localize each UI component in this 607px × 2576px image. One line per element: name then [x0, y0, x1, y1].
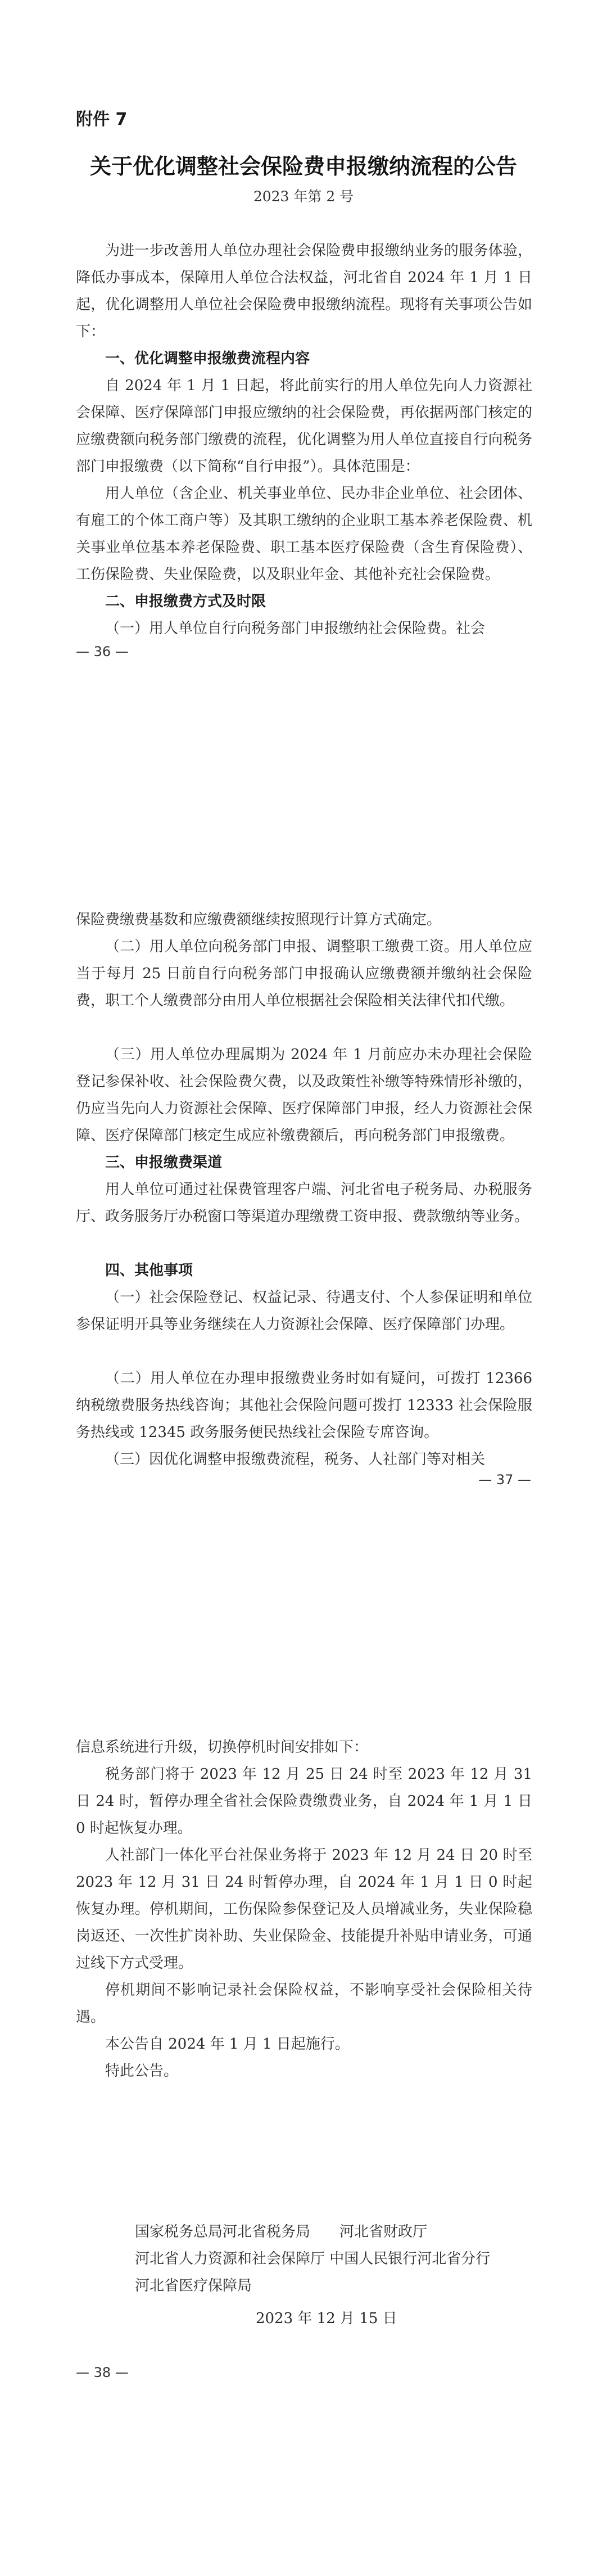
signature-date: 2023 年 12 月 15 日	[256, 2310, 397, 2327]
page-title: 关于优化调整社会保险费申报缴纳流程的公告	[89, 153, 517, 179]
page-number: — 38 —	[76, 2365, 129, 2380]
paragraph: （二）用人单位向税务部门申报、调整职工缴费工资。用人单位应当于每月 25 日前自行向税务部门申报确认应缴费额并缴纳社会保险费，职工个人缴费部分由用人单位根据社会保险相关法律代扣代缴。	[76, 938, 532, 1009]
signature-line: 河北省医疗保障局	[135, 2277, 252, 2294]
page-number: — 37 —	[478, 1472, 531, 1488]
section-heading-1: 一、优化调整申报缴费流程内容	[105, 350, 310, 367]
paragraph: （一）社会保险登记、权益记录、待遇支付、个人参保证明和单位参保证明开具等业务继续在人力资源社会保障、医疗保障部门办理。	[76, 1289, 532, 1333]
paragraph: （二）用人单位在办理申报缴费业务时如有疑问，可拨打 12366 纳税缴费服务热线咨询；其他社会保险问题可拨打 12333 社会保险服务热线或 12345 政务服务便民热线社会保险专席咨询。	[76, 1370, 532, 1441]
paragraph: 保险费缴费基数和应缴费额继续按照现行计算方式确定。	[76, 911, 442, 928]
page-number: — 36 —	[76, 644, 129, 659]
paragraph: 本公告自 2024 年 1 月 1 日起施行。	[105, 2036, 350, 2053]
signature-line: 国家税务总局河北省税务局 河北省财政厅	[135, 2224, 428, 2240]
paragraph: （一）用人单位自行向税务部门申报缴纳社会保险费。社会	[105, 620, 486, 637]
paragraph: 人社部门一体化平台社保业务将于 2023 年 12 月 24 日 20 时至 2023 年 12 月 31 日 24 时暂停办理，自 2024 年 1 月 1 日 0 时起恢复办理。停机期间，工伤保险参保登记及人员增减业务，失业保险稳岗返还、一次性扩岗补助、失业保险金、技能提升补贴申请业务，可通过线下方式受理。	[76, 1847, 532, 1972]
section-heading-4: 四、其他事项	[105, 1262, 193, 1279]
signature-line: 河北省人力资源和社会保障厅 中国人民银行河北省分行	[135, 2250, 491, 2267]
section-heading-2: 二、申报缴费方式及时限	[105, 593, 266, 610]
paragraph: 信息系统进行升级，切换停机时间安排如下：	[76, 1739, 369, 1756]
paragraph: 用人单位（含企业、机关事业单位、民办非企业单位、社会团体、有雇工的个体工商户等）及其职工缴纳的企业职工基本养老保险费、机关事业单位基本养老保险费、职工基本医疗保险费（含生育保险费）、工伤保险费、失业保险费，以及职业年金、其他补充社会保险费。	[76, 485, 532, 583]
paragraph: 税务部门将于 2023 年 12 月 25 日 24 时至 2023 年 12 月 31 日 24 时，暂停办理全省社会保险费缴费业务，自 2024 年 1 月 1 日 0 时起恢复办理。	[76, 1766, 532, 1837]
paragraph: （三）用人单位办理属期为 2024 年 1 月前应办未办理社会保险登记参保补收、社会保险费欠费，以及政策性补缴等特殊情形补缴的，仍应当先向人力资源社会保障、医疗保障部门申报，经人力资源社会保障、医疗保障部门核定生成应补缴费额后，再向税务部门申报缴费。	[76, 1046, 532, 1144]
paragraph: 特此公告。	[105, 2063, 179, 2080]
intro-paragraph: 为进一步改善用人单位办理社会保险费申报缴纳业务的服务体验，降低办事成本，保障用人单位合法权益，河北省自 2024 年 1 月 1 日起，优化调整用人单位社会保险费申报缴纳流程。现将有关事项公告如下：	[76, 242, 532, 340]
attachment-label: 附件 7	[76, 110, 128, 129]
document-number: 2023 年第 2 号	[253, 188, 354, 205]
paragraph: （三）因优化调整申报缴费流程，税务、人社部门等对相关	[105, 1451, 486, 1468]
paragraph: 自 2024 年 1 月 1 日起，将此前实行的用人单位先向人力资源社会保障、医疗保障部门申报应缴纳的社会保险费，再依据两部门核定的应缴费额向税务部门缴费的流程，优化调整为用人单位直接自行向税务部门申报缴费（以下简称“自行申报”）。具体范围是：	[76, 377, 532, 475]
paragraph: 停机期间不影响记录社会保险权益，不影响享受社会保险相关待遇。	[76, 1982, 532, 2026]
paragraph: 用人单位可通过社保费管理客户端、河北省电子税务局、办税服务厅、政务服务厅办税窗口等渠道办理缴费工资申报、费款缴纳等业务。	[76, 1181, 532, 1225]
section-heading-3: 三、申报缴费渠道	[105, 1154, 223, 1171]
